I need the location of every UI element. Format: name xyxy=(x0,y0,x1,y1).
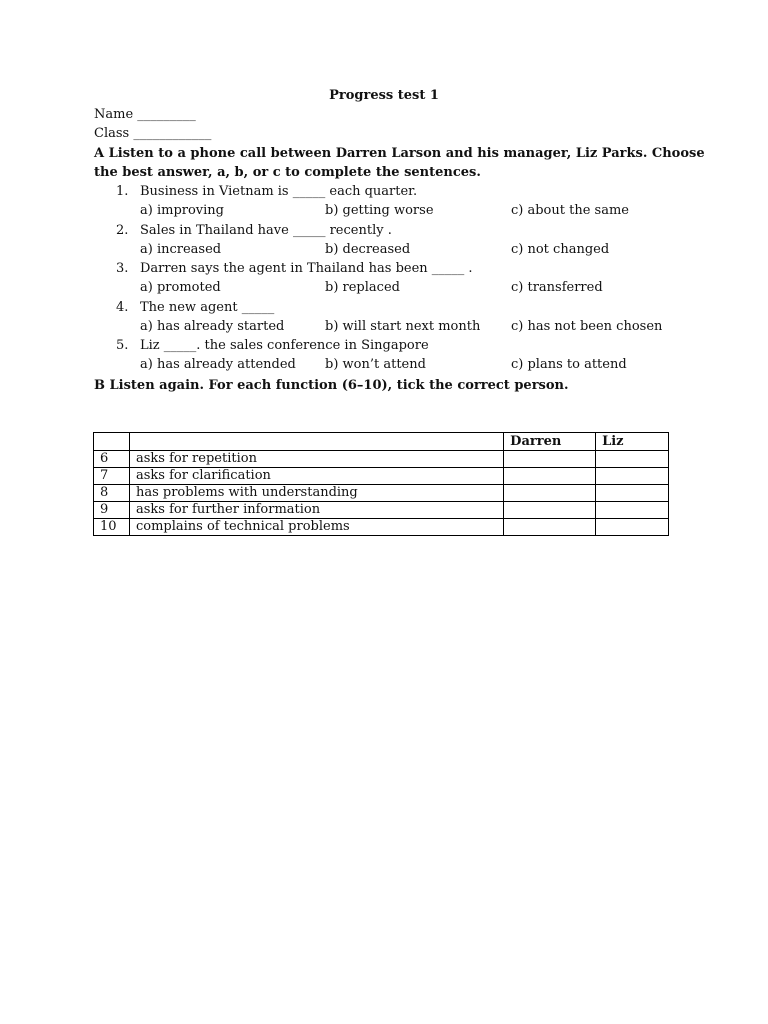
row-function: asks for further information xyxy=(129,502,503,519)
option-a: a) improving xyxy=(140,203,224,218)
header-cell-number xyxy=(94,433,130,451)
option-c: c) has not been chosen xyxy=(511,319,663,334)
option-c: c) not changed xyxy=(511,242,610,257)
table-row xyxy=(94,451,669,468)
header-cell-darren: Darren xyxy=(504,433,596,451)
tick-cell-liz[interactable] xyxy=(596,468,669,485)
tick-cell-liz[interactable] xyxy=(596,451,669,468)
section-b-instruction: B Listen again. For each function (6–10), tick the correct person. xyxy=(94,378,569,393)
option-c: c) plans to attend xyxy=(511,357,627,372)
tick-cell-liz[interactable] xyxy=(596,502,669,519)
option-b: b) getting worse xyxy=(325,203,434,218)
question-text: Business in Vietnam is _____ each quarter. xyxy=(140,184,418,199)
question-number: 4. xyxy=(116,300,129,315)
question-text: Liz _____. the sales conference in Singapore xyxy=(140,338,429,353)
function-tick-table xyxy=(93,432,669,536)
page-title: Progress test 1 xyxy=(329,88,439,103)
option-a: a) has already attended xyxy=(140,357,296,372)
question-text: The new agent _____ xyxy=(140,300,275,315)
tick-cell-darren[interactable] xyxy=(504,485,596,502)
table-row xyxy=(94,502,669,519)
question-number: 1. xyxy=(116,184,129,199)
row-number: 8 xyxy=(94,485,130,502)
tick-cell-darren[interactable] xyxy=(504,502,596,519)
section-a-instruction-line-2: the best answer, a, b, or c to complete the sentences. xyxy=(94,165,481,180)
class-field-line: Class ____________ xyxy=(94,126,212,141)
option-b: b) decreased xyxy=(325,242,411,257)
header-cell-liz: Liz xyxy=(596,433,669,451)
table-row xyxy=(94,485,669,502)
row-number: 7 xyxy=(94,468,130,485)
option-b: b) replaced xyxy=(325,280,400,295)
row-number: 9 xyxy=(94,502,130,519)
table-row xyxy=(94,519,669,536)
table-row xyxy=(94,468,669,485)
row-number: 6 xyxy=(94,451,130,468)
tick-cell-liz[interactable] xyxy=(596,485,669,502)
row-function: asks for repetition xyxy=(129,451,503,468)
row-number: 10 xyxy=(94,519,130,536)
tick-cell-liz[interactable] xyxy=(596,519,669,536)
option-b: b) will start next month xyxy=(325,319,481,334)
name-field-line: Name _________ xyxy=(94,107,196,122)
option-b: b) won’t attend xyxy=(325,357,426,372)
table-header-row xyxy=(94,433,669,451)
option-c: c) about the same xyxy=(511,203,629,218)
section-a-instruction-line-1: A Listen to a phone call between Darren Larson and his manager, Liz Parks. Choose xyxy=(94,146,705,161)
row-function: asks for clarification xyxy=(129,468,503,485)
row-function: has problems with understanding xyxy=(129,485,503,502)
header-cell-function xyxy=(129,433,503,451)
tick-cell-darren[interactable] xyxy=(504,451,596,468)
question-number: 2. xyxy=(116,223,129,238)
option-a: a) promoted xyxy=(140,280,221,295)
question-number: 5. xyxy=(116,338,129,353)
tick-cell-darren[interactable] xyxy=(504,519,596,536)
tick-cell-darren[interactable] xyxy=(504,468,596,485)
option-a: a) has already started xyxy=(140,319,285,334)
option-a: a) increased xyxy=(140,242,222,257)
question-text: Darren says the agent in Thailand has been _____ . xyxy=(140,261,473,276)
row-function: complains of technical problems xyxy=(129,519,503,536)
question-number: 3. xyxy=(116,261,129,276)
option-c: c) transferred xyxy=(511,280,603,295)
question-text: Sales in Thailand have _____ recently . xyxy=(140,223,392,238)
